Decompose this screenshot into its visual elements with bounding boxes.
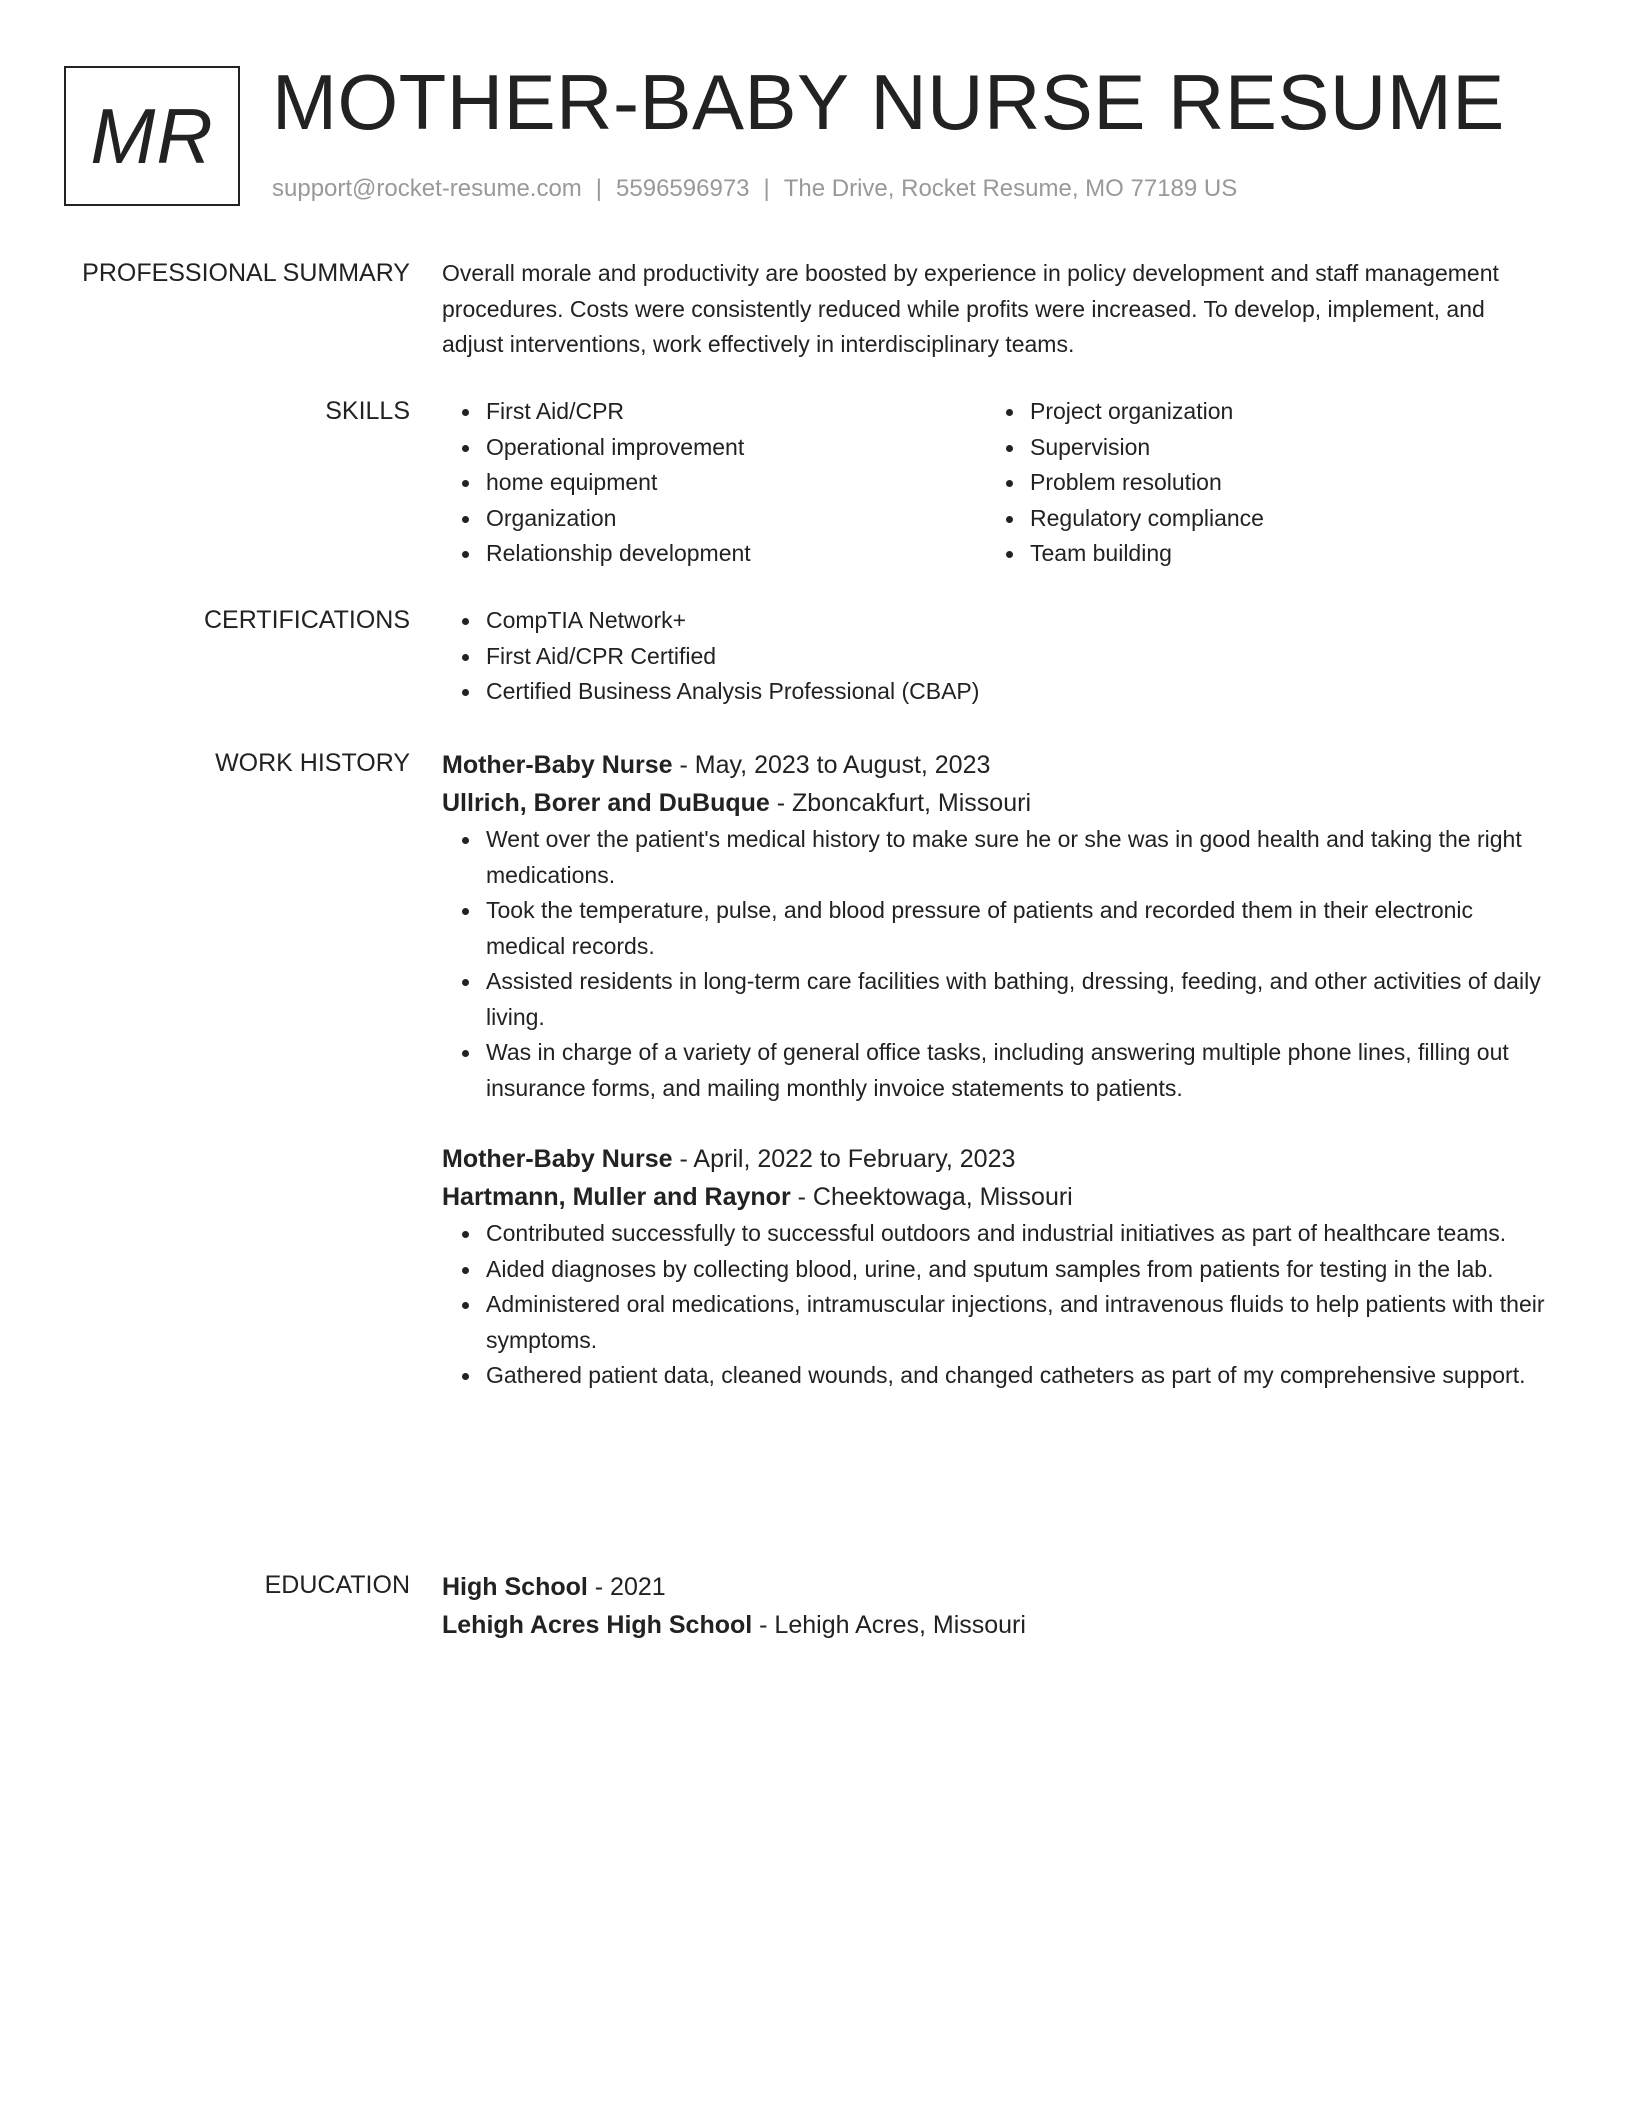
skill-item: Team building <box>1030 536 1530 572</box>
job-company: Hartmann, Muller and Raynor <box>442 1183 791 1211</box>
resume-title: MOTHER-BABY NURSE RESUME <box>272 58 1505 146</box>
work-history-body <box>442 746 1550 1394</box>
certification-item: Certified Business Analysis Professional (CBAP) <box>486 674 1550 710</box>
job-bullet-list <box>442 1216 1550 1394</box>
skill-item: Problem resolution <box>1030 465 1530 501</box>
job-bullet: Aided diagnoses by collecting blood, urine, and sputum samples from patients for testing in the lab. <box>486 1252 1550 1288</box>
section-label-education: EDUCATION <box>264 1571 410 1599</box>
skills-grid <box>442 394 1550 572</box>
job-title-line <box>442 746 1550 784</box>
education-school: Lehigh Acres High School <box>442 1611 753 1639</box>
job-bullet: Administered oral medications, intramuscular injections, and intravenous fluids to help patients with their symptoms. <box>486 1287 1550 1358</box>
skill-item: Regulatory compliance <box>1030 501 1530 537</box>
skill-item: First Aid/CPR <box>486 394 986 430</box>
contact-line <box>272 174 1237 204</box>
monogram-initials: MR <box>90 92 214 180</box>
skills-body <box>442 394 1550 572</box>
skill-item: home equipment <box>486 465 986 501</box>
job-bullet: Assisted residents in long-term care facilities with bathing, dressing, feeding, and other activities of daily living. <box>486 964 1550 1035</box>
monogram-box <box>64 66 240 206</box>
contact-separator: | <box>763 175 770 202</box>
education-body <box>442 1568 1550 1644</box>
certifications-body <box>442 603 1550 710</box>
job-company: Ullrich, Borer and DuBuque <box>442 789 770 817</box>
section-label-summary: PROFESSIONAL SUMMARY <box>82 259 410 287</box>
skill-item: Supervision <box>1030 430 1530 466</box>
contact-email: support@rocket-resume.com <box>272 175 582 202</box>
job-title-line <box>442 1140 1550 1178</box>
certifications-list <box>442 603 1550 710</box>
job-location: - Cheektowaga, Missouri <box>790 1183 1073 1211</box>
education-degree: High School <box>442 1573 588 1601</box>
job-bullet: Contributed successfully to successful outdoors and industrial initiatives as part of healthcare teams. <box>486 1216 1550 1252</box>
education-year: - 2021 <box>587 1573 666 1601</box>
job-bullet: Was in charge of a variety of general office tasks, including answering multiple phone lines, filling out insurance forms, and mailing monthly invoice statements to patients. <box>486 1035 1550 1106</box>
job-dates: - April, 2022 to February, 2023 <box>672 1145 1016 1173</box>
job-bullet: Took the temperature, pulse, and blood pressure of patients and recorded them in their electronic medical records. <box>486 893 1550 964</box>
skills-list-right <box>986 394 1530 572</box>
job-dates: - May, 2023 to August, 2023 <box>672 751 991 779</box>
certification-item: CompTIA Network+ <box>486 603 1550 639</box>
job-bullet-list <box>442 822 1550 1106</box>
section-label-work-history: WORK HISTORY <box>215 749 410 777</box>
job-title: Mother-Baby Nurse <box>442 751 673 779</box>
contact-separator: | <box>595 175 603 202</box>
skills-list-left <box>442 394 986 572</box>
education-school-line <box>442 1606 1550 1644</box>
job-entry <box>442 746 1550 1106</box>
summary-text: Overall morale and productivity are boosted by experience in policy development and staff management procedures. Costs were consistently reduced while profits were increased. To develop, implement, and adjust interventions, work effectively in interdisciplinary teams. <box>442 260 1499 357</box>
skill-item: Organization <box>486 501 986 537</box>
job-bullet: Gathered patient data, cleaned wounds, and changed catheters as part of my comprehensive support. <box>486 1358 1550 1394</box>
section-label-certifications: CERTIFICATIONS <box>203 606 410 634</box>
skill-item: Project organization <box>1030 394 1530 430</box>
summary-body <box>442 256 1550 363</box>
job-bullet: Went over the patient's medical history to make sure he or she was in good health and taking the right medications. <box>486 822 1550 893</box>
job-title: Mother-Baby Nurse <box>442 1145 673 1173</box>
job-location: - Zboncakfurt, Missouri <box>769 789 1031 817</box>
education-location: - Lehigh Acres, Missouri <box>752 1611 1026 1639</box>
section-label-skills: SKILLS <box>325 397 410 425</box>
contact-address: The Drive, Rocket Resume, MO 77189 US <box>783 175 1238 202</box>
skill-item: Operational improvement <box>486 430 986 466</box>
job-company-line <box>442 1178 1550 1216</box>
certification-item: First Aid/CPR Certified <box>486 639 1550 675</box>
skill-item: Relationship development <box>486 536 986 572</box>
education-degree-line <box>442 1568 1550 1606</box>
job-company-line <box>442 784 1550 822</box>
job-entry <box>442 1140 1550 1394</box>
contact-phone: 5596596973 <box>616 175 750 202</box>
